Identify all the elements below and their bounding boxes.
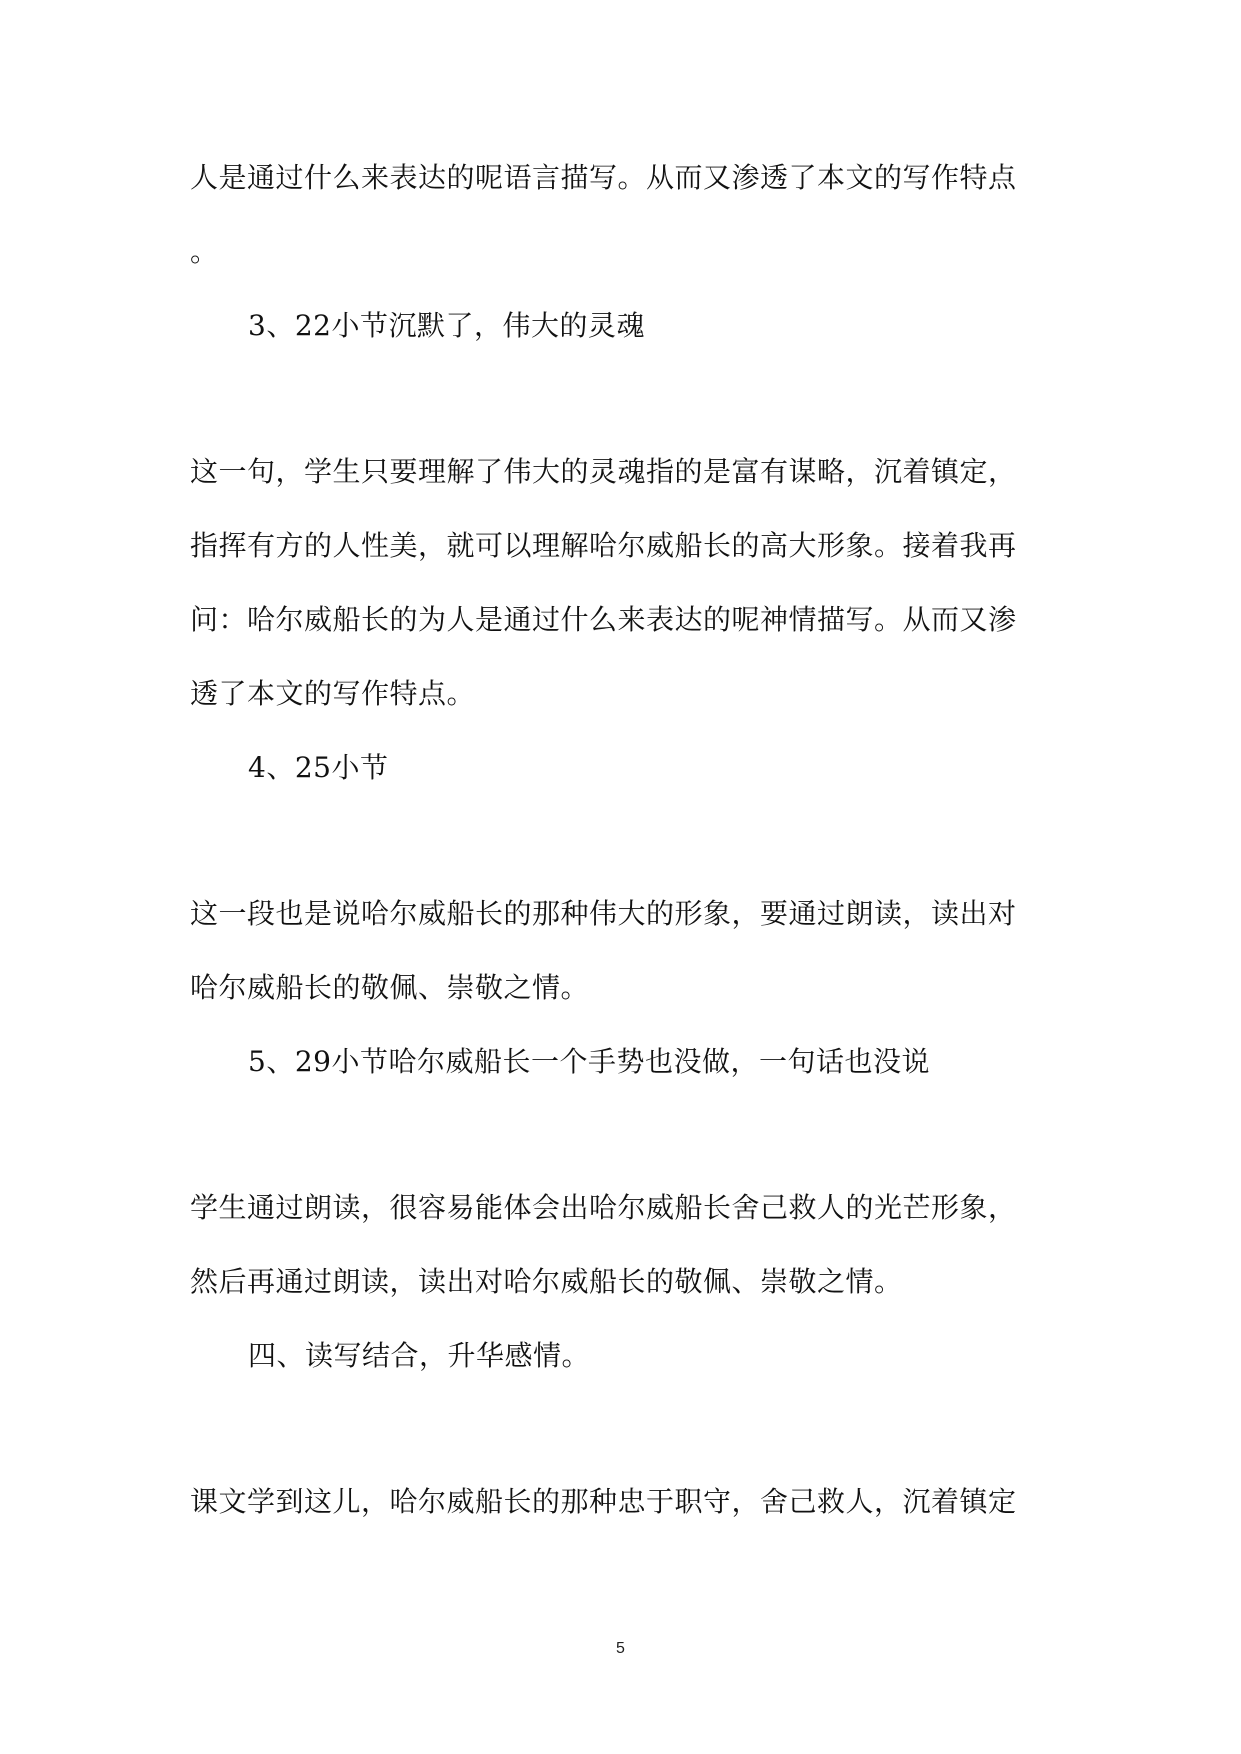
section-heading: 四、读写结合，升华感情。 [248, 1339, 591, 1372]
text-line: 人是通过什么来表达的呢语言描写。从而又渗透了本文的写作特点 [190, 161, 1017, 194]
text-line: 问：哈尔威船长的为人是通过什么来表达的呢神情描写。从而又渗 [190, 603, 1017, 636]
text-line: 透了本文的写作特点。 [190, 677, 476, 710]
text-line: 学生通过朗读，很容易能体会出哈尔威船长舍己救人的光芒形象， [190, 1191, 1017, 1224]
section-heading: 3、22小节沉默了，伟大的灵魂 [248, 309, 645, 342]
text-line: 课文学到这儿，哈尔威船长的那种忠于职守，舍己救人，沉着镇定 [190, 1485, 1017, 1518]
page-number: 5 [616, 1640, 625, 1657]
section-heading: 4、25小节 [248, 751, 389, 784]
section-heading: 5、29小节哈尔威船长一个手势也没做，一句话也没说 [248, 1045, 930, 1078]
text-line: 这一句，学生只要理解了伟大的灵魂指的是富有谋略，沉着镇定， [190, 455, 1017, 488]
text-line: 指挥有方的人性美，就可以理解哈尔威船长的高大形象。接着我再 [190, 529, 1017, 562]
text-line: 哈尔威船长的敬佩、崇敬之情。 [190, 971, 590, 1004]
text-line: 这一段也是说哈尔威船长的那种伟大的形象，要通过朗读，读出对 [190, 897, 1017, 930]
text-line: 。 [190, 235, 219, 268]
text-line: 然后再通过朗读，读出对哈尔威船长的敬佩、崇敬之情。 [190, 1265, 903, 1298]
